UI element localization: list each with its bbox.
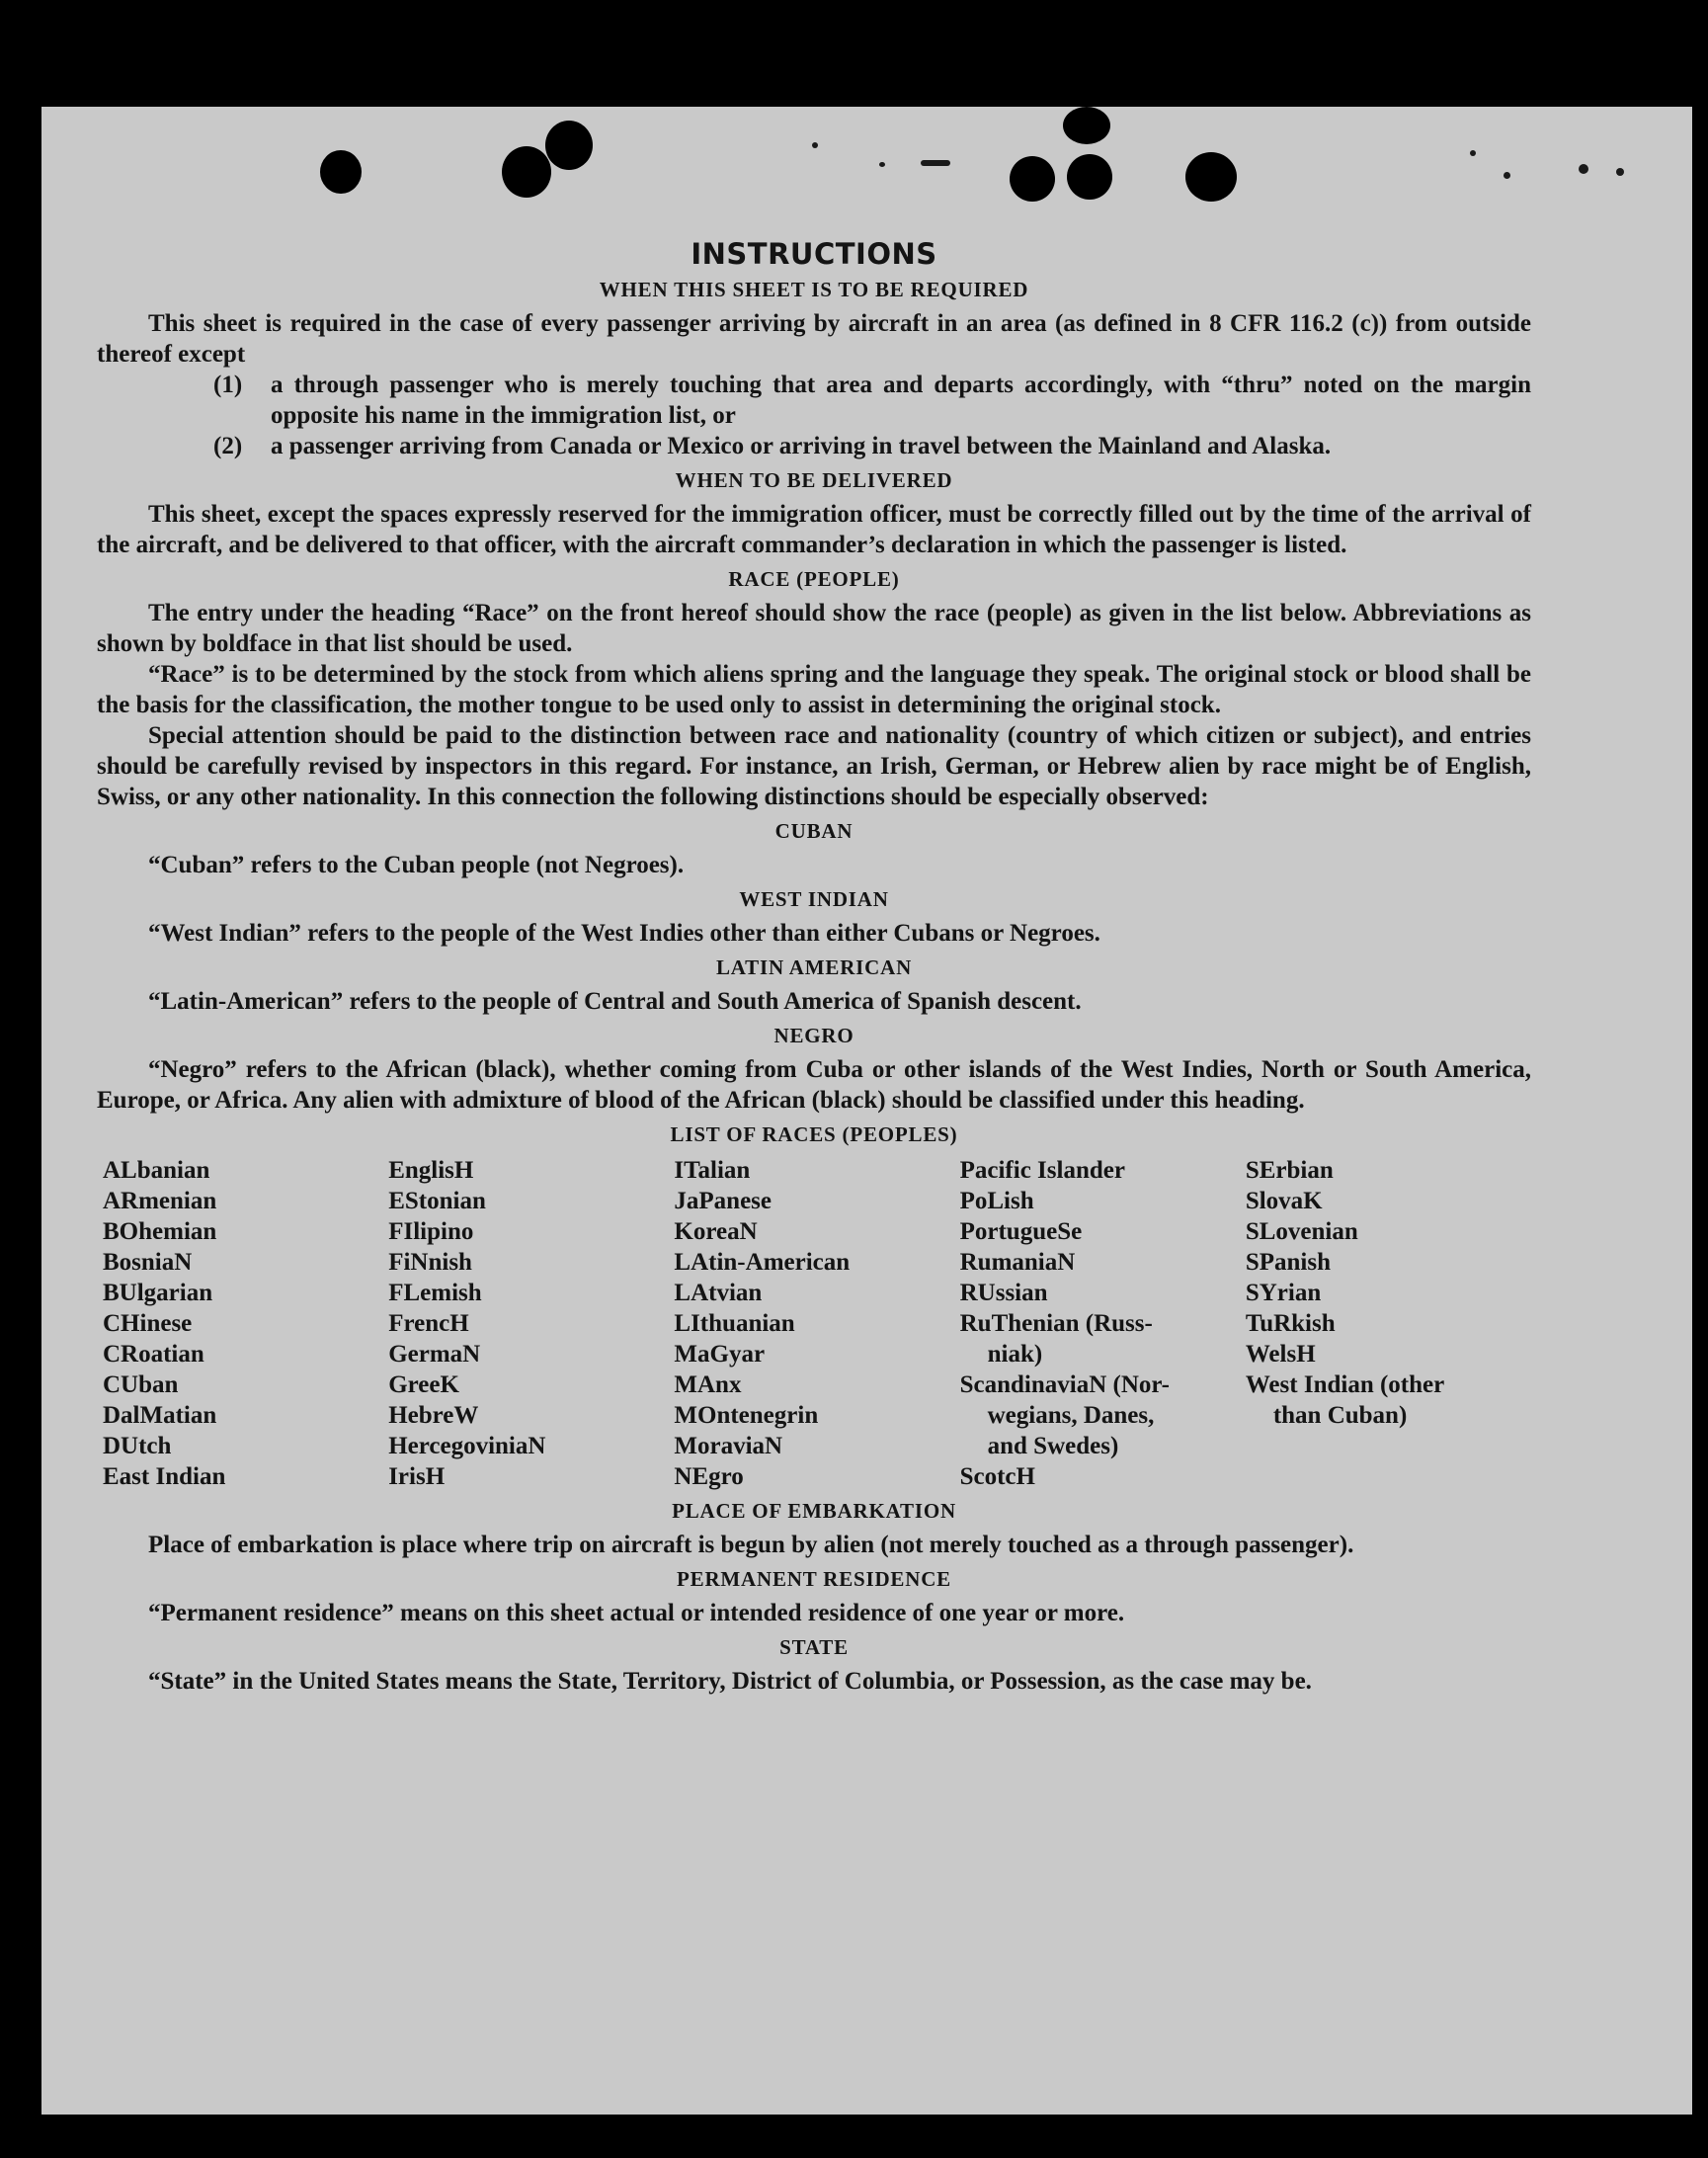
race-entry: MOntenegrin — [674, 1402, 819, 1429]
race-entry: FIlipino — [388, 1218, 474, 1245]
paragraph-negro: “Negro” refers to the African (black), whether coming from Cuba or other islands of the West Indies, North or South America, Europe, or Africa. Any alien with admixture of blood of the African (black) should be classified under this heading. — [97, 1056, 1531, 1114]
race-entry: LAtvian — [674, 1280, 763, 1306]
race-entry: HebreW — [388, 1402, 479, 1429]
heading-when-delivered: WHEN TO BE DELIVERED — [675, 468, 953, 492]
paragraph-race-3: Special attention should be paid to the distinction between race and nationality (country of which citizen or subject), and entries should be carefully revised by inspectors in this regard. For instance, an Irish, German, or Hebrew alien by race might be of English, Swiss, or any other nationality. In this connection the following distinctions should be especially observed: — [97, 722, 1531, 810]
race-entry: ScandinaviaN (Nor- — [959, 1371, 1170, 1398]
race-entry: SlovaK — [1245, 1188, 1323, 1214]
race-entry: FiNnish — [388, 1249, 472, 1276]
race-entry: LIthuanian — [674, 1310, 795, 1337]
heading-list-of-races: LIST OF RACES (PEOPLES) — [670, 1122, 958, 1146]
race-entry: HercegoviniaN — [388, 1433, 546, 1459]
races-column — [674, 1155, 959, 1492]
race-entry: RumaniaN — [959, 1249, 1076, 1276]
race-entry: SErbian — [1245, 1157, 1334, 1184]
race-entry: Pacific Islander — [959, 1157, 1125, 1184]
list-item — [97, 370, 1531, 431]
race-entry: SLovenian — [1245, 1218, 1358, 1245]
races-list — [103, 1155, 1531, 1492]
races-column — [1246, 1155, 1531, 1492]
paragraph-required-intro: This sheet is required in the case of every passenger arriving by aircraft in an area (as defined in 8 CFR 116.2 (c)) from outside thereof except — [97, 310, 1531, 368]
race-entry: CRoatian — [103, 1341, 204, 1368]
race-entry: LAtin-American — [674, 1249, 851, 1276]
paragraph-west-indian: “West Indian” refers to the people of the West Indies other than either Cubans or Negroes. — [148, 920, 1100, 947]
race-entry: West Indian (other — [1245, 1371, 1445, 1398]
item-text: a through passenger who is merely touching that area and departs accordingly, with “thru” noted on the margin opposite his name in the immigration list, or — [271, 372, 1531, 429]
heading-west-indian: WEST INDIAN — [739, 887, 889, 911]
race-entry: FrencH — [388, 1310, 469, 1337]
race-entry: CHinese — [103, 1310, 193, 1337]
heading-when-required: WHEN THIS SHEET IS TO BE REQUIRED — [599, 278, 1029, 301]
races-column — [388, 1155, 674, 1492]
race-entry: ScotcH — [959, 1463, 1035, 1490]
list-item — [97, 431, 1531, 461]
race-entry: KoreaN — [674, 1218, 758, 1245]
item-number: (2) — [213, 433, 243, 459]
race-entry: EnglisH — [388, 1157, 474, 1184]
race-entry: than Cuban) — [1272, 1402, 1408, 1429]
race-entry: PoLish — [959, 1188, 1034, 1214]
item-number: (1) — [213, 372, 243, 398]
race-entry: MoraviaN — [674, 1433, 783, 1459]
punch-hole — [545, 121, 593, 170]
punch-hole — [1185, 152, 1237, 202]
race-entry: MaGyar — [674, 1341, 766, 1368]
race-entry: FLemish — [388, 1280, 482, 1306]
paragraph-race-1: The entry under the heading “Race” on the front hereof should show the race (people) as given in the list below. Abbreviations as shown by boldface in that list should be used. — [97, 600, 1531, 657]
race-entry: MAnx — [674, 1371, 742, 1398]
punch-hole — [320, 150, 362, 194]
race-entry: JaPanese — [674, 1188, 773, 1214]
race-entry: BosniaN — [103, 1249, 193, 1276]
races-column — [960, 1155, 1246, 1492]
race-entry: DalMatian — [103, 1402, 217, 1429]
race-entry: BOhemian — [103, 1218, 217, 1245]
race-entry: DUtch — [103, 1433, 172, 1459]
race-entry: PortugueSe — [959, 1218, 1083, 1245]
race-entry: NEgro — [674, 1463, 744, 1490]
race-entry: SPanish — [1245, 1249, 1331, 1276]
race-entry: East Indian — [103, 1463, 226, 1490]
punch-hole — [1063, 107, 1110, 144]
race-entry: RUssian — [959, 1280, 1048, 1306]
paragraph-residence: “Permanent residence” means on this sheet actual or intended residence of one year or more. — [148, 1600, 1125, 1626]
race-entry: GermaN — [388, 1341, 481, 1368]
item-text: a passenger arriving from Canada or Mexico or arriving in travel between the Mainland and Alaska. — [271, 433, 1332, 459]
heading-state: STATE — [779, 1635, 849, 1659]
race-entry: wegians, Danes, — [987, 1402, 1155, 1429]
heading-negro: NEGRO — [773, 1024, 854, 1047]
races-column — [103, 1155, 388, 1492]
punch-hole — [1067, 154, 1112, 200]
punch-hole — [502, 146, 551, 198]
race-entry: WelsH — [1245, 1341, 1316, 1368]
paragraph-delivered: This sheet, except the spaces expressly reserved for the immigration officer, must be correctly filled out by the time of the arrival of the aircraft, and be delivered to that officer, with the aircraft commander’s declaration in which the passenger is listed. — [97, 501, 1531, 558]
race-entry: ALbanian — [103, 1157, 210, 1184]
heading-place-of-embarkation: PLACE OF EMBARKATION — [672, 1499, 956, 1523]
race-entry: SYrian — [1245, 1280, 1322, 1306]
race-entry: ARmenian — [103, 1188, 217, 1214]
race-entry: CUban — [103, 1371, 179, 1398]
instructions-content — [97, 237, 1531, 1697]
race-entry: niak) — [987, 1341, 1043, 1368]
race-entry: EStonian — [388, 1188, 486, 1214]
paragraph-state: “State” in the United States means the State, Territory, District of Columbia, or Possession, as the case may be. — [148, 1668, 1312, 1695]
heading-permanent-residence: PERMANENT RESIDENCE — [677, 1567, 951, 1591]
race-entry: BUlgarian — [103, 1280, 213, 1306]
race-entry: IrisH — [388, 1463, 446, 1490]
paragraph-race-2: “Race” is to be determined by the stock from which aliens spring and the language they speak. The original stock or blood shall be the basis for the classification, the mother tongue to be used only to assist in determining the original stock. — [97, 661, 1531, 718]
race-entry: and Swedes) — [987, 1433, 1119, 1459]
heading-latin-american: LATIN AMERICAN — [715, 955, 913, 979]
heading-race: RACE (PEOPLE) — [728, 567, 900, 591]
paragraph-cuban: “Cuban” refers to the Cuban people (not Negroes). — [148, 852, 685, 878]
race-entry: TuRkish — [1245, 1310, 1336, 1337]
heading-cuban: CUBAN — [774, 819, 854, 843]
paragraph-latin-american: “Latin-American” refers to the people of Central and South America of Spanish descent. — [148, 988, 1082, 1015]
race-entry: GreeK — [388, 1371, 459, 1398]
paragraph-embarkation: Place of embarkation is place where trip on aircraft is begun by alien (not merely touched as a through passenger). — [148, 1532, 1354, 1558]
race-entry: RuThenian (Russ- — [959, 1310, 1153, 1337]
race-entry: ITalian — [674, 1157, 751, 1184]
punch-hole — [1010, 156, 1055, 202]
page-title: INSTRUCTIONS — [691, 237, 937, 271]
